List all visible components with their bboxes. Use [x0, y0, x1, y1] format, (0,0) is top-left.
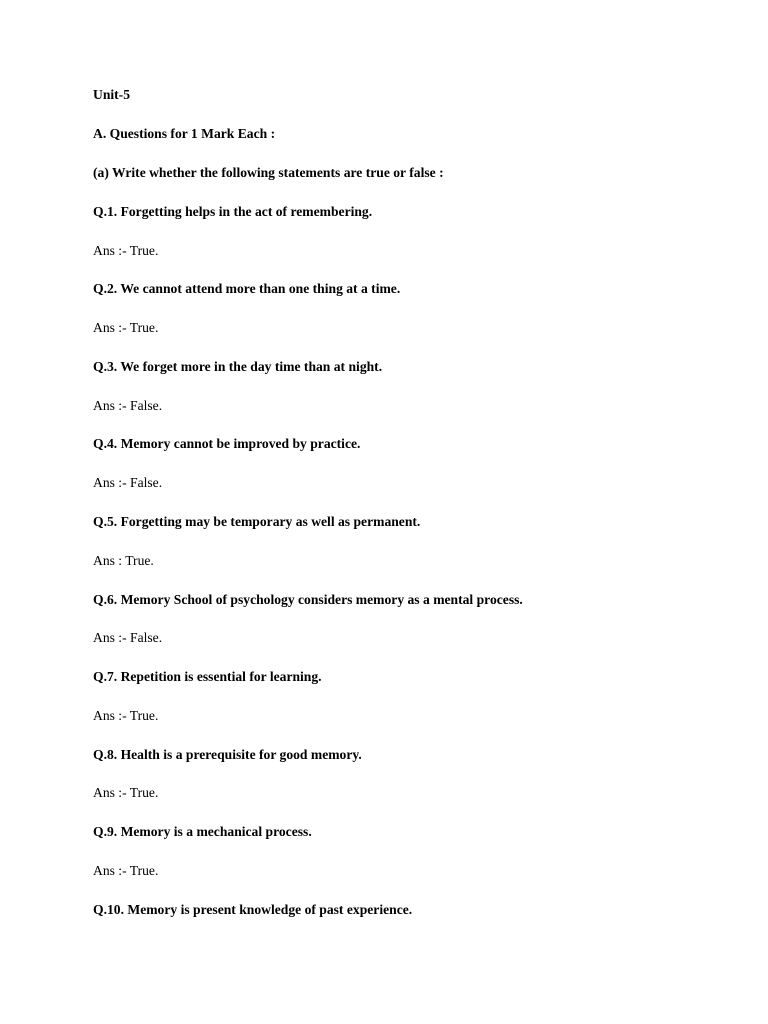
section-title: A. Questions for 1 Mark Each :	[93, 126, 276, 141]
answer-9: Ans :- True.	[93, 863, 159, 878]
answer-4: Ans :- False.	[93, 475, 163, 490]
question-10: Q.10. Memory is present knowledge of past experience.	[93, 902, 413, 917]
question-5: Q.5. Forgetting may be temporary as well as permanent.	[93, 514, 421, 529]
question-7: Q.7. Repetition is essential for learning.	[93, 669, 322, 684]
question-3: Q.3. We forget more in the day time than at night.	[93, 359, 383, 374]
question-4: Q.4. Memory cannot be improved by practice.	[93, 436, 361, 451]
answer-3: Ans :- False.	[93, 398, 163, 413]
answer-8: Ans :- True.	[93, 785, 159, 800]
question-8: Q.8. Health is a prerequisite for good memory.	[93, 747, 362, 762]
question-2: Q.2. We cannot attend more than one thing at a time.	[93, 281, 401, 296]
answer-5: Ans : True.	[93, 553, 154, 568]
answer-6: Ans :- False.	[93, 630, 163, 645]
instruction-text: (a) Write whether the following statements are true or false :	[93, 165, 444, 180]
answer-7: Ans :- True.	[93, 708, 159, 723]
unit-title: Unit-5	[93, 87, 131, 102]
question-9: Q.9. Memory is a mechanical process.	[93, 824, 312, 839]
question-1: Q.1. Forgetting helps in the act of remembering.	[93, 204, 373, 219]
answer-1: Ans :- True.	[93, 243, 159, 258]
answer-2: Ans :- True.	[93, 320, 159, 335]
question-6: Q.6. Memory School of psychology considers memory as a mental process.	[93, 592, 523, 607]
